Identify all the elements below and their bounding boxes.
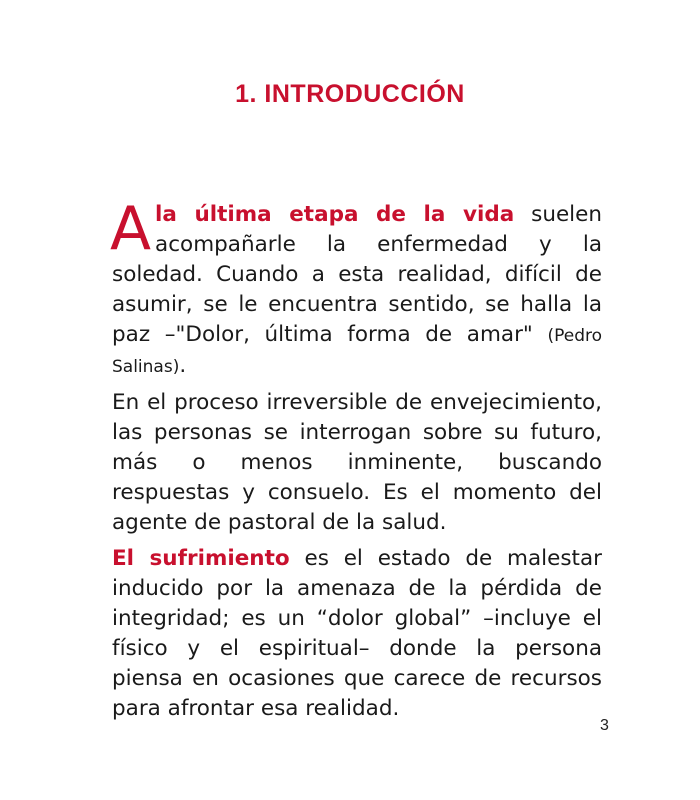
drop-cap: A: [110, 194, 152, 264]
citation: (Pedro Salinas): [112, 326, 602, 377]
page-number: 3: [600, 717, 609, 734]
paragraph-2: En el proceso irreversible de envejecimiento, las personas se interrogan sobre su futuro, más o menos inminente, buscando respuestas y consuelo. Es el momento del agente de pastoral de la salud.: [112, 390, 602, 535]
paragraph-3-highlight: El sufrimiento: [112, 546, 290, 571]
paragraph-1-text: suelen acompañarle la enfermedad y la soledad. Cuando a esta realidad, difícil de asumir, se le encuentra sentido, se halla la paz –"Dolor, última forma de amar": [112, 202, 603, 347]
paragraph-3-text: es el estado de malestar inducido por la amenaza de la pérdida de integridad; es un “dolor global” –incluye el físico y el espiritual– donde la persona piensa en ocasiones que carece de recursos para afrontar esa realidad.: [112, 546, 602, 721]
paragraph-3: [112, 544, 602, 724]
paragraph-1-end: .: [179, 353, 187, 378]
paragraph-1: [110, 194, 603, 382]
page-title: 1. INTRODUCCIÓN: [235, 80, 465, 108]
paragraph-1-highlight: la última etapa de la vida: [155, 202, 515, 227]
body-text: [110, 194, 603, 730]
